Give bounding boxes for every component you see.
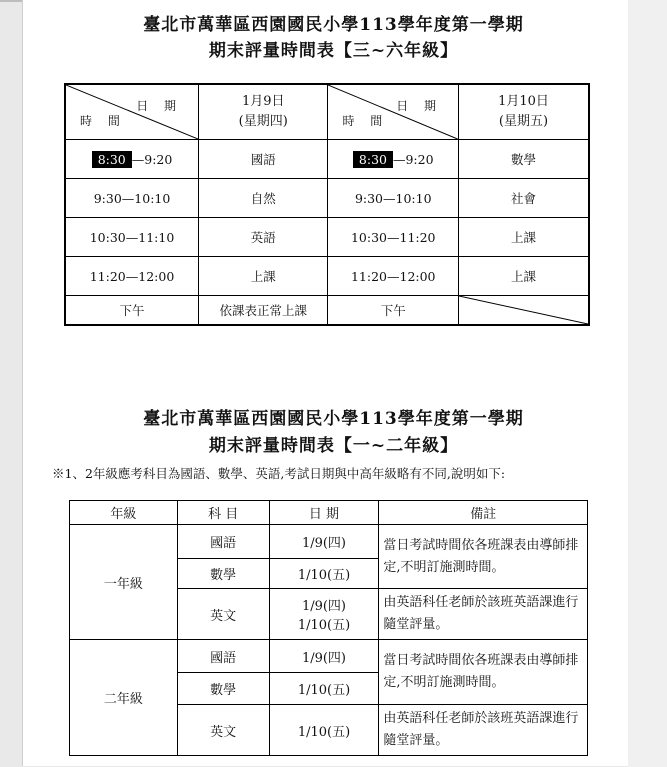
table-row (65, 179, 589, 218)
doc1-subtitle: 期末評量時間表【三~六年級】 (208, 41, 459, 61)
time-cell: 10:30—11:20 (328, 218, 459, 257)
time-cell: 9:30—10:10 (328, 179, 459, 218)
table-row (65, 218, 589, 257)
time-cell: 9:30—10:10 (65, 179, 199, 218)
subject-cell: 數學 (177, 559, 269, 589)
header-time-label: 時 間 (80, 114, 126, 128)
highlighted-time: 8:30 (92, 151, 132, 168)
date-cell: 1/10(五) (269, 559, 379, 589)
subject-cell: 國語 (177, 640, 269, 673)
date-cell: 1/9(四) 1/10(五) (269, 589, 379, 640)
subject-cell: 上課 (199, 257, 328, 296)
day1-date: 1月9日 (241, 94, 285, 109)
date-cell: 1/9(四) (269, 640, 379, 673)
subject-cell: 社會 (459, 179, 589, 218)
table-row (65, 257, 589, 296)
time-cell: 8:30 —9:20 (65, 140, 199, 179)
time-cell: 下午 (65, 296, 199, 326)
doc2-note: ※1、2年級應考科目為國語、數學、英語,考試日期與中高年級略有不同,說明如下: (52, 466, 506, 481)
date-cell: 1/10(五) (269, 705, 379, 756)
subject-cell: 英文 (177, 705, 269, 756)
subject-cell: 上課 (459, 218, 589, 257)
header-subject: 科 目 (177, 501, 269, 525)
header-time-label: 時 間 (342, 114, 389, 128)
header-date-label: 日 期 (396, 99, 443, 113)
subject-cell: 上課 (459, 257, 589, 296)
header-date: 日 期 (269, 501, 379, 525)
remark-cell: 當日考試時間依各班課表由導師排定,不明訂施測時間。 (379, 640, 588, 705)
grade2-label: 二年級 (70, 640, 178, 756)
date-cell: 1/10(五) (269, 673, 379, 705)
viewer-side-panel (628, 0, 667, 767)
day1-weekday: (星期四) (238, 114, 288, 129)
date-cell: 1/9(四) (269, 525, 379, 559)
remark-cell: 由英語科任老師於該班英語課進行隨堂評量。 (379, 705, 588, 756)
subject-cell: 英語 (199, 218, 328, 257)
exam-schedule-table-1-2 (69, 500, 588, 756)
time-cell: 11:20—12:00 (65, 257, 199, 296)
table-row (65, 140, 589, 179)
grade1-label: 一年級 (70, 525, 178, 640)
table-row (65, 296, 589, 326)
day1-header (199, 84, 328, 140)
subject-cell: 英文 (177, 589, 269, 640)
remark-cell: 當日考試時間依各班課表由導師排定,不明訂施測時間。 (379, 525, 588, 589)
subject-cell: 數學 (459, 140, 589, 179)
diagonal-line (459, 296, 588, 324)
subject-cell: 依課表正常上課 (199, 296, 328, 326)
subject-cell: 數學 (177, 673, 269, 705)
subject-cell: 國語 (199, 140, 328, 179)
time-cell: 下午 (328, 296, 459, 326)
time-cell: 11:20—12:00 (328, 257, 459, 296)
diagonal-header-cell (328, 84, 459, 140)
subject-cell: 自然 (199, 179, 328, 218)
doc2-title: 臺北市萬華區西園國民小學113學年度第一學期 (143, 409, 524, 429)
header-remark: 備註 (379, 501, 588, 525)
doc1-title: 臺北市萬華區西園國民小學113學年度第一學期 (143, 15, 524, 35)
time-cell: 8:30 —9:20 (328, 140, 459, 179)
header-date-label: 日 期 (136, 99, 183, 113)
highlighted-time: 8:30 (353, 151, 393, 168)
day2-header (459, 84, 589, 140)
diagonal-header-cell (65, 84, 199, 140)
header-grade: 年級 (70, 501, 178, 525)
empty-diagonal-cell (459, 296, 589, 326)
doc2-subtitle: 期末評量時間表【一~二年級】 (208, 436, 459, 456)
day2-date: 1月10日 (498, 94, 549, 109)
remark-cell: 由英語科任老師於該班英語課進行隨堂評量。 (379, 589, 588, 640)
time-cell: 10:30—11:10 (65, 218, 199, 257)
subject-cell: 國語 (177, 525, 269, 559)
day2-weekday: (星期五) (498, 114, 549, 129)
exam-schedule-table-3-6 (64, 83, 590, 326)
